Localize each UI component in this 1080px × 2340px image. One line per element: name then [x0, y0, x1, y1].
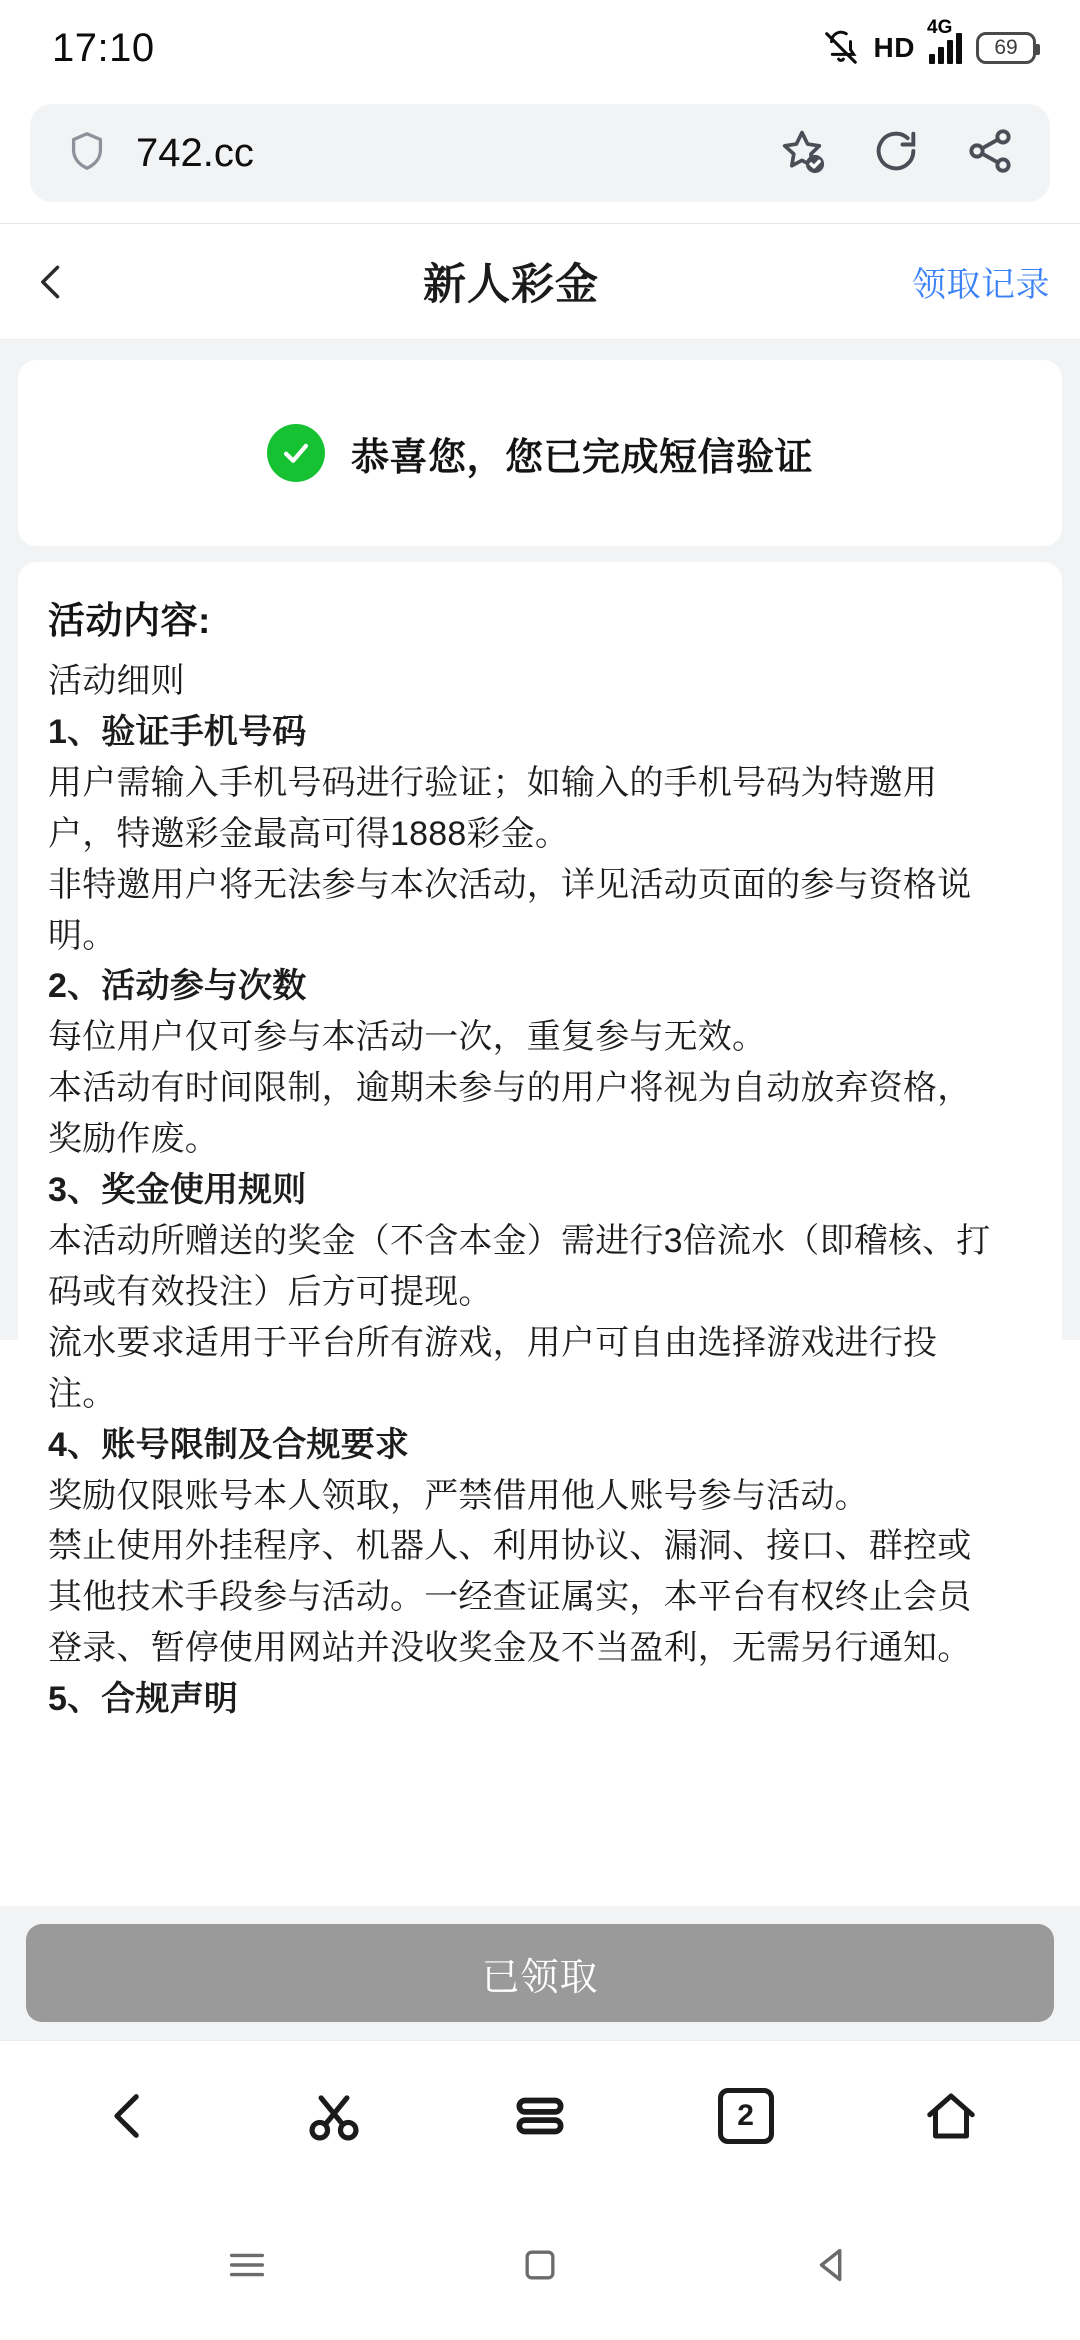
- rules-line: 注。: [48, 1374, 117, 1413]
- rules-line: 用户需输入手机号码进行验证；如输入的手机号码为特邀用: [48, 763, 938, 802]
- activity-rules-card: [18, 562, 1062, 1848]
- cta-container: [0, 1906, 1080, 2040]
- rules-line: 4、账号限制及合规要求: [48, 1425, 410, 1464]
- url-bar[interactable]: [30, 104, 1050, 202]
- back-triangle-icon[interactable]: [773, 2220, 893, 2310]
- back-icon[interactable]: [64, 2066, 194, 2166]
- status-indicators: [822, 16, 1036, 67]
- tabs-icon[interactable]: [681, 2066, 811, 2166]
- hd-indicator: HD: [873, 32, 915, 63]
- mute-bell-icon: [822, 29, 860, 67]
- status-bar: [0, 0, 1080, 96]
- reload-icon[interactable]: [870, 125, 922, 182]
- url-text: 742.cc: [136, 130, 254, 175]
- network-type-label: 4G: [927, 16, 953, 38]
- rules-line: 1、验证手机号码: [48, 712, 307, 751]
- page-content: [0, 340, 1080, 1719]
- rules-line: 奖励作废。: [48, 1120, 219, 1159]
- rules-line: 本活动所赠送的奖金（不含本金）需进行3倍流水（即稽核、打: [48, 1221, 991, 1260]
- battery-percent: 69: [994, 36, 1018, 59]
- shield-icon: [64, 128, 110, 179]
- verification-success-banner: [18, 360, 1062, 546]
- chevron-left-icon[interactable]: [30, 260, 110, 304]
- success-message: 恭喜您，您已完成短信验证: [350, 436, 813, 479]
- rules-line: 流水要求适用于平台所有游戏，用户可自由选择游戏进行投: [48, 1323, 938, 1362]
- home-icon[interactable]: [886, 2066, 1016, 2166]
- claim-button[interactable]: 已领取: [26, 1924, 1054, 2022]
- check-circle-icon: [267, 424, 325, 482]
- rules-line: 3、奖金使用规则: [48, 1171, 307, 1210]
- rules-line: 5、合规声明: [48, 1680, 239, 1719]
- rules-line: 明。: [48, 916, 117, 955]
- home-square-icon[interactable]: [480, 2220, 600, 2310]
- rules-title: 活动内容:: [48, 600, 211, 641]
- rules-body: [48, 658, 1032, 1723]
- system-navigation-bar: [0, 2190, 1080, 2340]
- rules-line: 非特邀用户将无法参与本次活动，详见活动页面的参与资格说: [48, 865, 972, 904]
- menu-lines-icon[interactable]: [475, 2066, 605, 2166]
- records-link[interactable]: 领取记录: [912, 266, 1050, 304]
- bookmark-star-check-icon[interactable]: [776, 125, 828, 182]
- browser-toolbar: [0, 96, 1080, 224]
- rules-line: 2、活动参与次数: [48, 967, 307, 1006]
- browser-bottom-nav: [0, 2040, 1080, 2190]
- battery-icon: [976, 32, 1036, 64]
- status-time: 17:10: [52, 25, 155, 70]
- signal-icon: [927, 16, 962, 64]
- rules-line: 码或有效投注）后方可提现。: [48, 1272, 493, 1311]
- page-header: [0, 224, 1080, 340]
- rules-line: 本活动有时间限制，逾期未参与的用户将视为自动放弃资格，: [48, 1069, 972, 1108]
- rules-line: 登录、暂停使用网站并没收奖金及不当盈利，无需另行通知。: [48, 1629, 972, 1668]
- rules-line: 其他技术手段参与活动。一经查证属实，本平台有权终止会员: [48, 1578, 972, 1617]
- page-title: 新人彩金: [423, 261, 599, 309]
- share-icon[interactable]: [964, 125, 1016, 182]
- rules-line: 活动细则: [48, 662, 185, 700]
- rules-line: 每位用户仅可参与本活动一次，重复参与无效。: [48, 1018, 767, 1057]
- recents-icon[interactable]: [187, 2220, 307, 2310]
- rules-line: 户，特邀彩金最高可得1888彩金。: [48, 814, 570, 853]
- tabs-count: 2: [718, 2088, 774, 2144]
- rules-line: 禁止使用外挂程序、机器人、利用协议、漏洞、接口、群控或: [48, 1527, 972, 1566]
- rules-line: 奖励仅限账号本人领取，严禁借用他人账号参与活动。: [48, 1476, 869, 1515]
- scissors-icon[interactable]: [269, 2066, 399, 2166]
